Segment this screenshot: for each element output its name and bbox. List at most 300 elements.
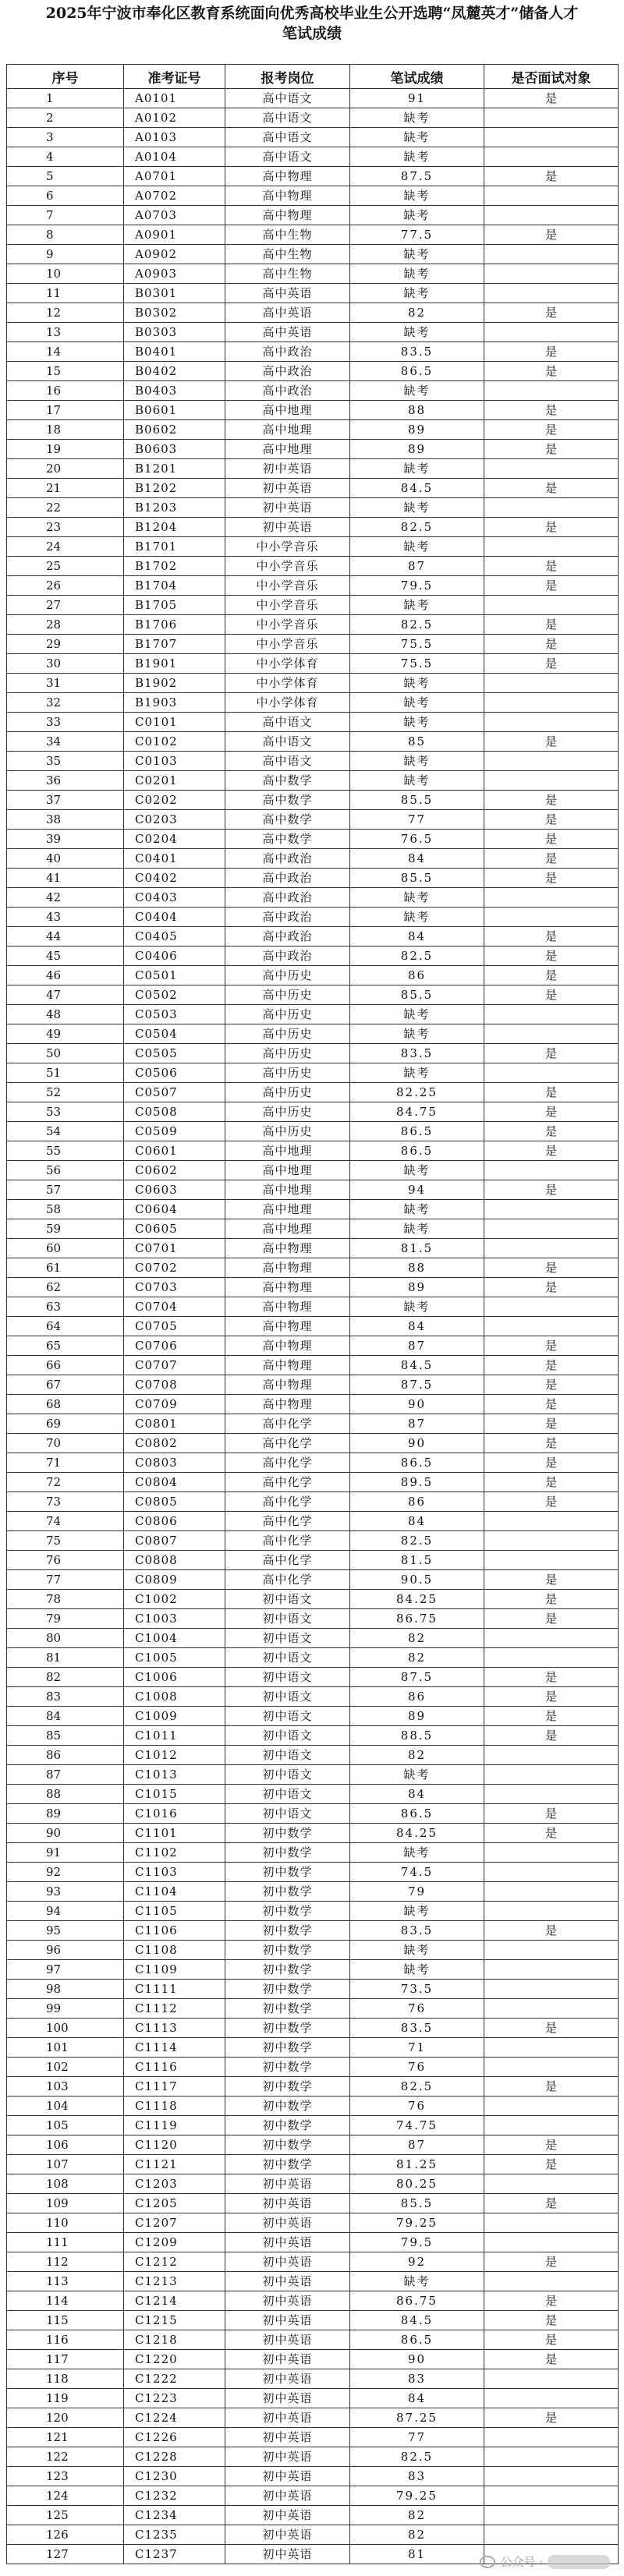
cell-interview bbox=[484, 2369, 619, 2389]
table-row bbox=[7, 1239, 619, 1258]
cell-score: 缺考 bbox=[350, 1960, 484, 1980]
cell-score: 82 bbox=[350, 2506, 484, 2525]
cell-seq: 26 bbox=[7, 576, 124, 596]
cell-ticket-no: C0509 bbox=[124, 1122, 225, 1141]
header-score: 笔试成绩 bbox=[350, 65, 484, 89]
cell-post: 高中历史 bbox=[225, 966, 350, 985]
cell-post: 高中语文 bbox=[225, 128, 350, 147]
cell-seq: 21 bbox=[7, 479, 124, 498]
cell-score: 缺考 bbox=[350, 771, 484, 791]
cell-interview bbox=[484, 1882, 619, 1902]
cell-interview bbox=[484, 1239, 619, 1258]
cell-interview bbox=[484, 2506, 619, 2525]
table-row bbox=[7, 2116, 619, 2135]
cell-seq: 4 bbox=[7, 147, 124, 167]
cell-score: 82.5 bbox=[350, 2447, 484, 2467]
cell-interview: 是 bbox=[484, 2408, 619, 2428]
cell-seq: 67 bbox=[7, 1375, 124, 1395]
table-row bbox=[7, 323, 619, 342]
cell-seq: 40 bbox=[7, 849, 124, 869]
title-line-2: 笔试成绩 bbox=[282, 25, 342, 42]
cell-ticket-no: C0508 bbox=[124, 1102, 225, 1122]
cell-ticket-no: C1009 bbox=[124, 1707, 225, 1726]
cell-score: 87 bbox=[350, 557, 484, 576]
table-row bbox=[7, 1707, 619, 1726]
table-row bbox=[7, 1882, 619, 1902]
cell-interview bbox=[484, 1063, 619, 1083]
cell-seq: 74 bbox=[7, 1512, 124, 1531]
cell-ticket-no: B1901 bbox=[124, 654, 225, 674]
cell-ticket-no: C0101 bbox=[124, 713, 225, 732]
cell-seq: 79 bbox=[7, 1609, 124, 1629]
cell-post: 初中数学 bbox=[225, 2155, 350, 2174]
cell-seq: 102 bbox=[7, 2058, 124, 2077]
cell-post: 初中英语 bbox=[225, 2408, 350, 2428]
cell-score: 76 bbox=[350, 2097, 484, 2116]
cell-interview bbox=[484, 1785, 619, 1804]
table-row bbox=[7, 245, 619, 264]
cell-score: 81.25 bbox=[350, 2155, 484, 2174]
table-row bbox=[7, 2272, 619, 2291]
cell-post: 初中英语 bbox=[225, 2486, 350, 2506]
cell-post: 初中语文 bbox=[225, 1707, 350, 1726]
cell-post: 中小学体育 bbox=[225, 654, 350, 674]
cell-ticket-no: C1207 bbox=[124, 2213, 225, 2233]
cell-ticket-no: C1117 bbox=[124, 2077, 225, 2097]
cell-post: 高中化学 bbox=[225, 1551, 350, 1570]
cell-ticket-no: C1102 bbox=[124, 1843, 225, 1863]
cell-ticket-no: C0604 bbox=[124, 1200, 225, 1219]
table-row bbox=[7, 2369, 619, 2389]
cell-interview: 是 bbox=[484, 362, 619, 381]
cell-post: 高中化学 bbox=[225, 1492, 350, 1512]
cell-post: 高中化学 bbox=[225, 1531, 350, 1551]
cell-post: 高中历史 bbox=[225, 1005, 350, 1024]
cell-score: 缺考 bbox=[350, 323, 484, 342]
table-row bbox=[7, 1161, 619, 1180]
cell-interview: 是 bbox=[484, 869, 619, 888]
cell-score: 84 bbox=[350, 849, 484, 869]
cell-post: 初中英语 bbox=[225, 2174, 350, 2194]
table-body bbox=[7, 89, 619, 2564]
table-row bbox=[7, 1395, 619, 1414]
cell-post: 高中物理 bbox=[225, 167, 350, 186]
cell-seq: 112 bbox=[7, 2252, 124, 2272]
cell-score: 缺考 bbox=[350, 2272, 484, 2291]
table-row bbox=[7, 1297, 619, 1317]
cell-score: 83 bbox=[350, 2467, 484, 2486]
cell-post: 高中语文 bbox=[225, 752, 350, 771]
cell-interview bbox=[484, 1902, 619, 1921]
cell-ticket-no: C1220 bbox=[124, 2350, 225, 2369]
table-row bbox=[7, 1609, 619, 1629]
cell-seq: 22 bbox=[7, 498, 124, 518]
cell-interview: 是 bbox=[484, 2155, 619, 2174]
cell-interview bbox=[484, 264, 619, 284]
cell-score: 83.5 bbox=[350, 2019, 484, 2038]
cell-seq: 7 bbox=[7, 206, 124, 225]
cell-post: 初中数学 bbox=[225, 1960, 350, 1980]
cell-interview: 是 bbox=[484, 635, 619, 654]
cell-seq: 127 bbox=[7, 2545, 124, 2564]
cell-post: 高中生物 bbox=[225, 264, 350, 284]
cell-ticket-no: C0805 bbox=[124, 1492, 225, 1512]
cell-interview: 是 bbox=[484, 1707, 619, 1726]
cell-seq: 1 bbox=[7, 89, 124, 108]
cell-ticket-no: C0503 bbox=[124, 1005, 225, 1024]
cell-interview: 是 bbox=[484, 342, 619, 362]
cell-post: 初中语文 bbox=[225, 1687, 350, 1707]
cell-post: 初中英语 bbox=[225, 2252, 350, 2272]
cell-interview bbox=[484, 1161, 619, 1180]
table-row bbox=[7, 1356, 619, 1375]
table-row bbox=[7, 1551, 619, 1570]
cell-interview: 是 bbox=[484, 849, 619, 869]
cell-ticket-no: A0703 bbox=[124, 206, 225, 225]
cell-ticket-no: A0701 bbox=[124, 167, 225, 186]
cell-ticket-no: A0901 bbox=[124, 225, 225, 245]
cell-score: 88 bbox=[350, 401, 484, 420]
cell-interview: 是 bbox=[484, 401, 619, 420]
cell-interview bbox=[484, 1941, 619, 1960]
cell-score: 79 bbox=[350, 1882, 484, 1902]
cell-interview: 是 bbox=[484, 1434, 619, 1453]
table-row bbox=[7, 2428, 619, 2447]
cell-post: 高中政治 bbox=[225, 849, 350, 869]
cell-score: 84 bbox=[350, 1512, 484, 1531]
table-row bbox=[7, 2311, 619, 2330]
cell-post: 高中化学 bbox=[225, 1414, 350, 1434]
cell-interview: 是 bbox=[484, 1122, 619, 1141]
cell-ticket-no: B1705 bbox=[124, 596, 225, 615]
cell-seq: 24 bbox=[7, 537, 124, 557]
cell-score: 86.75 bbox=[350, 2291, 484, 2311]
cell-post: 高中历史 bbox=[225, 1044, 350, 1063]
table-row bbox=[7, 440, 619, 459]
cell-interview: 是 bbox=[484, 1492, 619, 1512]
cell-score: 82.5 bbox=[350, 2077, 484, 2097]
cell-ticket-no: C1111 bbox=[124, 1980, 225, 1999]
cell-score: 80.25 bbox=[350, 2174, 484, 2194]
cell-post: 高中地理 bbox=[225, 420, 350, 440]
cell-post: 高中数学 bbox=[225, 830, 350, 849]
cell-score: 86.5 bbox=[350, 2330, 484, 2350]
table-row bbox=[7, 771, 619, 791]
cell-score: 87 bbox=[350, 1414, 484, 1434]
cell-seq: 2 bbox=[7, 108, 124, 128]
cell-interview bbox=[484, 128, 619, 147]
cell-ticket-no: C0707 bbox=[124, 1356, 225, 1375]
cell-seq: 48 bbox=[7, 1005, 124, 1024]
cell-post: 初中英语 bbox=[225, 2330, 350, 2350]
cell-seq: 103 bbox=[7, 2077, 124, 2097]
table-row bbox=[7, 1629, 619, 1648]
cell-seq: 29 bbox=[7, 635, 124, 654]
table-row bbox=[7, 264, 619, 284]
cell-post: 初中数学 bbox=[225, 2116, 350, 2135]
cell-seq: 62 bbox=[7, 1278, 124, 1297]
table-row bbox=[7, 89, 619, 108]
cell-seq: 17 bbox=[7, 401, 124, 420]
cell-score: 74.75 bbox=[350, 2116, 484, 2135]
watermark bbox=[480, 2553, 610, 2570]
cell-ticket-no: C0801 bbox=[124, 1414, 225, 1434]
table-row bbox=[7, 1414, 619, 1434]
cell-score: 缺考 bbox=[350, 752, 484, 771]
cell-score: 缺考 bbox=[350, 596, 484, 615]
table-row bbox=[7, 1219, 619, 1239]
cell-post: 高中语文 bbox=[225, 147, 350, 167]
cell-score: 82.5 bbox=[350, 1531, 484, 1551]
table-row bbox=[7, 303, 619, 323]
cell-interview bbox=[484, 2467, 619, 2486]
cell-seq: 52 bbox=[7, 1083, 124, 1102]
cell-score: 缺考 bbox=[350, 1843, 484, 1863]
cell-score: 缺考 bbox=[350, 888, 484, 908]
cell-score: 90 bbox=[350, 1395, 484, 1414]
cell-seq: 53 bbox=[7, 1102, 124, 1122]
cell-post: 高中政治 bbox=[225, 362, 350, 381]
cell-seq: 27 bbox=[7, 596, 124, 615]
cell-score: 82.5 bbox=[350, 615, 484, 635]
cell-interview bbox=[484, 1629, 619, 1648]
cell-post: 初中英语 bbox=[225, 459, 350, 479]
cell-interview bbox=[484, 752, 619, 771]
cell-seq: 30 bbox=[7, 654, 124, 674]
cell-interview bbox=[484, 2097, 619, 2116]
cell-seq: 98 bbox=[7, 1980, 124, 1999]
cell-ticket-no: C1105 bbox=[124, 1902, 225, 1921]
cell-score: 缺考 bbox=[350, 1024, 484, 1044]
cell-seq: 20 bbox=[7, 459, 124, 479]
cell-post: 初中英语 bbox=[225, 2369, 350, 2389]
cell-ticket-no: C0402 bbox=[124, 869, 225, 888]
cell-interview: 是 bbox=[484, 576, 619, 596]
table-row bbox=[7, 1668, 619, 1687]
cell-post: 高中政治 bbox=[225, 888, 350, 908]
cell-ticket-no: B1902 bbox=[124, 674, 225, 693]
cell-score: 89 bbox=[350, 1707, 484, 1726]
table-row bbox=[7, 186, 619, 206]
cell-score: 77 bbox=[350, 2428, 484, 2447]
cell-interview bbox=[484, 1024, 619, 1044]
cell-interview bbox=[484, 2272, 619, 2291]
cell-interview bbox=[484, 1531, 619, 1551]
table-row bbox=[7, 654, 619, 674]
cell-score: 79.5 bbox=[350, 2233, 484, 2252]
cell-seq: 96 bbox=[7, 1941, 124, 1960]
cell-post: 初中英语 bbox=[225, 2545, 350, 2564]
cell-seq: 65 bbox=[7, 1336, 124, 1356]
cell-seq: 77 bbox=[7, 1570, 124, 1590]
cell-score: 87.5 bbox=[350, 167, 484, 186]
cell-score: 77 bbox=[350, 810, 484, 830]
cell-interview bbox=[484, 693, 619, 713]
cell-seq: 110 bbox=[7, 2213, 124, 2233]
table-row bbox=[7, 537, 619, 557]
cell-ticket-no: C1228 bbox=[124, 2447, 225, 2467]
table-row bbox=[7, 1180, 619, 1200]
table-row bbox=[7, 1453, 619, 1473]
cell-post: 初中英语 bbox=[225, 2389, 350, 2408]
cell-interview bbox=[484, 1648, 619, 1668]
cell-ticket-no: C0601 bbox=[124, 1141, 225, 1161]
cell-post: 高中政治 bbox=[225, 381, 350, 401]
cell-ticket-no: C0201 bbox=[124, 771, 225, 791]
cell-interview bbox=[484, 2447, 619, 2467]
cell-post: 初中数学 bbox=[225, 1824, 350, 1843]
cell-ticket-no: C1226 bbox=[124, 2428, 225, 2447]
table-row bbox=[7, 1258, 619, 1278]
cell-post: 高中历史 bbox=[225, 1083, 350, 1102]
cell-score: 76 bbox=[350, 2058, 484, 2077]
cell-interview: 是 bbox=[484, 1921, 619, 1941]
cell-post: 初中数学 bbox=[225, 1843, 350, 1863]
cell-interview: 是 bbox=[484, 1044, 619, 1063]
table-row bbox=[7, 479, 619, 498]
cell-seq: 106 bbox=[7, 2135, 124, 2155]
cell-score: 82 bbox=[350, 303, 484, 323]
cell-post: 高中历史 bbox=[225, 1102, 350, 1122]
table-row bbox=[7, 1102, 619, 1122]
cell-seq: 68 bbox=[7, 1395, 124, 1414]
cell-score: 87.25 bbox=[350, 2408, 484, 2428]
cell-post: 高中地理 bbox=[225, 1219, 350, 1239]
cell-ticket-no: A0102 bbox=[124, 108, 225, 128]
table-row bbox=[7, 1824, 619, 1843]
table-row bbox=[7, 1687, 619, 1707]
cell-ticket-no: C1104 bbox=[124, 1882, 225, 1902]
cell-score: 84 bbox=[350, 1785, 484, 1804]
cell-interview bbox=[484, 498, 619, 518]
cell-post: 高中历史 bbox=[225, 1024, 350, 1044]
cell-seq: 89 bbox=[7, 1804, 124, 1824]
cell-seq: 107 bbox=[7, 2155, 124, 2174]
cell-seq: 42 bbox=[7, 888, 124, 908]
cell-score: 89 bbox=[350, 1278, 484, 1297]
cell-score: 缺考 bbox=[350, 284, 484, 303]
table-row bbox=[7, 576, 619, 596]
cell-ticket-no: C1224 bbox=[124, 2408, 225, 2428]
cell-seq: 8 bbox=[7, 225, 124, 245]
cell-score: 85.5 bbox=[350, 985, 484, 1005]
cell-score: 92 bbox=[350, 2252, 484, 2272]
cell-ticket-no: C0502 bbox=[124, 985, 225, 1005]
cell-seq: 84 bbox=[7, 1707, 124, 1726]
header-interview: 是否面试对象 bbox=[484, 65, 619, 89]
cell-ticket-no: C1118 bbox=[124, 2097, 225, 2116]
cell-post: 初中数学 bbox=[225, 2077, 350, 2097]
cell-score: 缺考 bbox=[350, 128, 484, 147]
table-row bbox=[7, 342, 619, 362]
cell-ticket-no: C0708 bbox=[124, 1375, 225, 1395]
cell-seq: 10 bbox=[7, 264, 124, 284]
cell-ticket-no: B0302 bbox=[124, 303, 225, 323]
cell-post: 高中历史 bbox=[225, 985, 350, 1005]
cell-interview bbox=[484, 1843, 619, 1863]
cell-ticket-no: C1103 bbox=[124, 1863, 225, 1882]
cell-ticket-no: C1002 bbox=[124, 1590, 225, 1609]
cell-interview bbox=[484, 2058, 619, 2077]
cell-post: 初中英语 bbox=[225, 518, 350, 537]
cell-score: 86.5 bbox=[350, 1141, 484, 1161]
table-row bbox=[7, 147, 619, 167]
cell-ticket-no: C0605 bbox=[124, 1219, 225, 1239]
cell-seq: 43 bbox=[7, 908, 124, 927]
cell-post: 初中英语 bbox=[225, 2506, 350, 2525]
table-row bbox=[7, 362, 619, 381]
cell-post: 高中历史 bbox=[225, 1122, 350, 1141]
cell-ticket-no: C1116 bbox=[124, 2058, 225, 2077]
cell-post: 中小学音乐 bbox=[225, 635, 350, 654]
cell-post: 初中语文 bbox=[225, 1648, 350, 1668]
cell-ticket-no: C0504 bbox=[124, 1024, 225, 1044]
table-row bbox=[7, 1317, 619, 1336]
cell-seq: 23 bbox=[7, 518, 124, 537]
cell-interview: 是 bbox=[484, 1414, 619, 1434]
cell-seq: 66 bbox=[7, 1356, 124, 1375]
table-row bbox=[7, 2194, 619, 2213]
cell-interview: 是 bbox=[484, 2019, 619, 2038]
cell-interview bbox=[484, 1317, 619, 1336]
cell-seq: 83 bbox=[7, 1687, 124, 1707]
cell-score: 缺考 bbox=[350, 245, 484, 264]
cell-post: 高中物理 bbox=[225, 1239, 350, 1258]
cell-score: 84.25 bbox=[350, 1824, 484, 1843]
table-row bbox=[7, 615, 619, 635]
cell-ticket-no: C1237 bbox=[124, 2545, 225, 2564]
cell-score: 88 bbox=[350, 1258, 484, 1278]
table-row bbox=[7, 1570, 619, 1590]
cell-ticket-no: C0203 bbox=[124, 810, 225, 830]
cell-score: 缺考 bbox=[350, 264, 484, 284]
cell-post: 高中化学 bbox=[225, 1570, 350, 1590]
cell-score: 84.25 bbox=[350, 1590, 484, 1609]
cell-seq: 47 bbox=[7, 985, 124, 1005]
cell-seq: 36 bbox=[7, 771, 124, 791]
watermark-text: 公众号 · bbox=[500, 2555, 543, 2569]
cell-interview bbox=[484, 1005, 619, 1024]
table-row bbox=[7, 2350, 619, 2369]
cell-ticket-no: B0301 bbox=[124, 284, 225, 303]
cell-interview: 是 bbox=[484, 985, 619, 1005]
cell-ticket-no: C1108 bbox=[124, 1941, 225, 1960]
cell-ticket-no: C1003 bbox=[124, 1609, 225, 1629]
cell-post: 初中英语 bbox=[225, 2525, 350, 2545]
cell-interview: 是 bbox=[484, 225, 619, 245]
cell-ticket-no: C0501 bbox=[124, 966, 225, 985]
cell-ticket-no: C0705 bbox=[124, 1317, 225, 1336]
cell-score: 83.5 bbox=[350, 1921, 484, 1941]
cell-interview: 是 bbox=[484, 2330, 619, 2350]
cell-score: 73.5 bbox=[350, 1980, 484, 1999]
cell-interview: 是 bbox=[484, 1473, 619, 1492]
cell-ticket-no: C1004 bbox=[124, 1629, 225, 1648]
cell-post: 高中英语 bbox=[225, 323, 350, 342]
cell-ticket-no: A0702 bbox=[124, 186, 225, 206]
cell-ticket-no: C1120 bbox=[124, 2135, 225, 2155]
cell-interview: 是 bbox=[484, 2350, 619, 2369]
cell-ticket-no: C0803 bbox=[124, 1453, 225, 1473]
cell-score: 85.5 bbox=[350, 2194, 484, 2213]
cell-ticket-no: C1230 bbox=[124, 2467, 225, 2486]
cell-interview bbox=[484, 2213, 619, 2233]
cell-ticket-no: C1112 bbox=[124, 1999, 225, 2019]
cell-post: 初中语文 bbox=[225, 1726, 350, 1746]
table-row bbox=[7, 1473, 619, 1492]
cell-post: 高中地理 bbox=[225, 440, 350, 459]
cell-seq: 108 bbox=[7, 2174, 124, 2194]
